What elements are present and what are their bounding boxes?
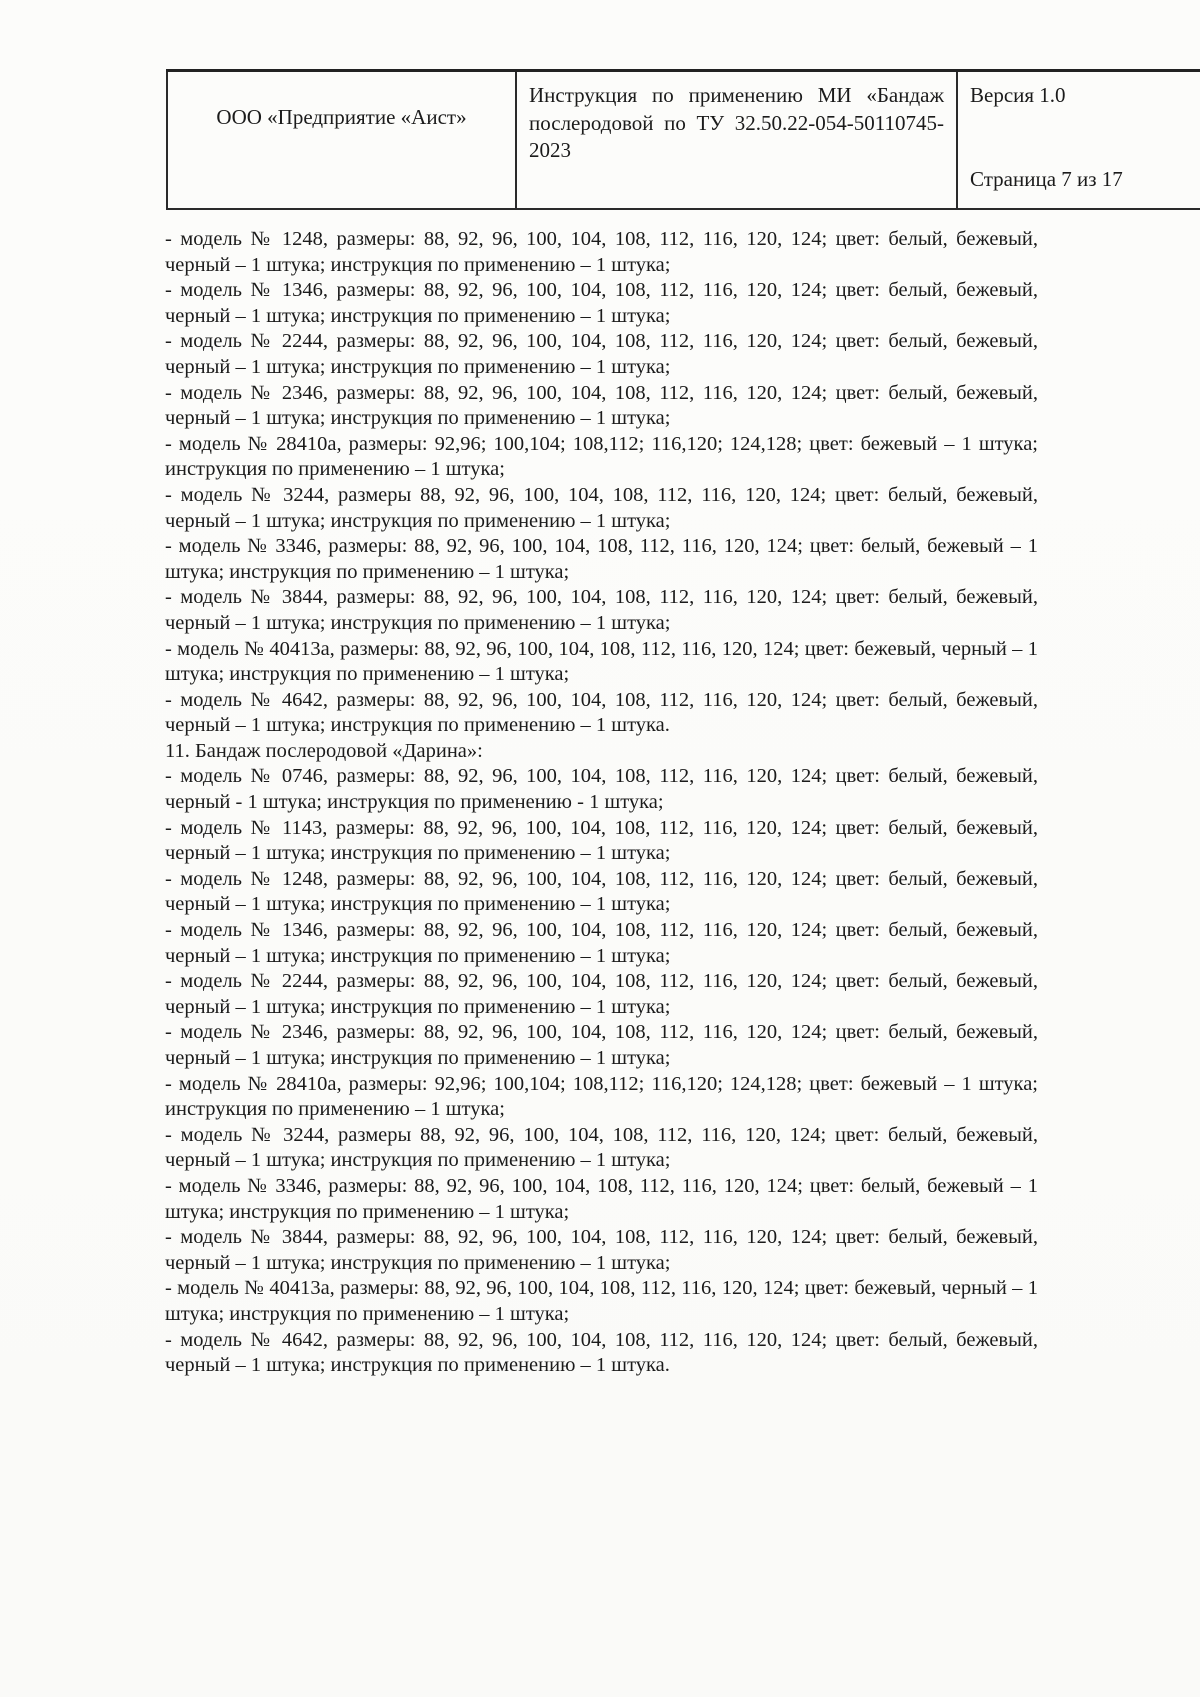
model-entry: - модель № 1248, размеры: 88, 92, 96, 100, 104, 108, 112, 116, 120, 124; цвет: белый, бежевый, черный – 1 штука; инструкция по применению – 1 штука; xyxy=(165,867,1038,916)
document-header-table xyxy=(166,69,1200,210)
model-entry: - модель № 3244, размеры 88, 92, 96, 100, 104, 108, 112, 116, 120, 124; цвет: белый, бежевый, черный – 1 штука; инструкция по применению – 1 штука; xyxy=(165,483,1038,532)
header-title-cell xyxy=(516,71,957,210)
model-entry: - модель № 40413а, размеры: 88, 92, 96, 100, 104, 108, 112, 116, 120, 124; цвет: бежевый, черный – 1 штука; инструкция по применению – 1 штука; xyxy=(165,1277,1038,1325)
section-11-heading: 11. Бандаж послеродовой «Дарина»: xyxy=(165,739,483,762)
model-entry: - модель № 2346, размеры: 88, 92, 96, 100, 104, 108, 112, 116, 120, 124; цвет: белый, бежевый, черный – 1 штука; инструкция по применению – 1 штука; xyxy=(165,381,1038,430)
company-name: ООО «Предприятие «Аист» xyxy=(216,105,467,129)
model-entry: - модель № 40413а, размеры: 88, 92, 96, 100, 104, 108, 112, 116, 120, 124; цвет: бежевый, черный – 1 штука; инструкция по применению – 1 штука; xyxy=(165,637,1038,686)
model-entry: - модель № 3346, размеры: 88, 92, 96, 100, 104, 108, 112, 116, 120, 124; цвет: белый, бежевый – 1 штука; инструкция по применению – 1 штука; xyxy=(165,1174,1038,1223)
model-entry: - модель № 3244, размеры 88, 92, 96, 100, 104, 108, 112, 116, 120, 124; цвет: белый, бежевый, черный – 1 штука; инструкция по применению – 1 штука; xyxy=(165,1123,1038,1172)
model-entry: - модель № 4642, размеры: 88, 92, 96, 100, 104, 108, 112, 116, 120, 124; цвет: белый, бежевый, черный – 1 штука; инструкция по применению – 1 штука. xyxy=(165,1328,1038,1377)
model-entry: - модель № 3346, размеры: 88, 92, 96, 100, 104, 108, 112, 116, 120, 124; цвет: белый, бежевый – 1 штука; инструкция по применению – 1 штука; xyxy=(165,535,1038,583)
document-title: Инструкция по применению МИ «Бандаж послеродовой по ТУ 32.50.22-054-50110745-2023 xyxy=(529,83,944,163)
model-entry: - модель № 28410а, размеры: 92,96; 100,104; 108,112; 116,120; 124,128; цвет: бежевый – 1 штука; инструкция по применению – 1 штука; xyxy=(165,432,1038,481)
version-label: Версия 1.0 xyxy=(970,83,1066,107)
model-entry: - модель № 1346, размеры: 88, 92, 96, 100, 104, 108, 112, 116, 120, 124; цвет: белый, бежевый, черный – 1 штука; инструкция по применению – 1 штука; xyxy=(165,919,1038,967)
model-entry: - модель № 3844, размеры: 88, 92, 96, 100, 104, 108, 112, 116, 120, 124; цвет: белый, бежевый, черный – 1 штука; инструкция по применению – 1 штука; xyxy=(165,586,1038,634)
document-body xyxy=(165,227,1038,1379)
page-number-label: Страница 7 из 17 xyxy=(970,167,1123,192)
model-entry: - модель № 1248, размеры: 88, 92, 96, 100, 104, 108, 112, 116, 120, 124; цвет: белый, бежевый, черный – 1 штука; инструкция по применению – 1 штука; xyxy=(165,228,1038,276)
model-entry: - модель № 2244, размеры: 88, 92, 96, 100, 104, 108, 112, 116, 120, 124; цвет: белый, бежевый, черный – 1 штука; инструкция по применению – 1 штука; xyxy=(165,330,1038,378)
model-entry: - модель № 4642, размеры: 88, 92, 96, 100, 104, 108, 112, 116, 120, 124; цвет: белый, бежевый, черный – 1 штука; инструкция по применению – 1 штука. xyxy=(165,688,1038,737)
model-entry: - модель № 2346, размеры: 88, 92, 96, 100, 104, 108, 112, 116, 120, 124; цвет: белый, бежевый, черный – 1 штука; инструкция по применению – 1 штука; xyxy=(165,1021,1038,1069)
header-company-cell xyxy=(167,71,516,210)
version-page-stack xyxy=(970,82,1194,194)
model-entry: - модель № 28410а, размеры: 92,96; 100,104; 108,112; 116,120; 124,128; цвет: бежевый – 1 штука; инструкция по применению – 1 штука; xyxy=(165,1072,1038,1121)
model-entry: - модель № 1346, размеры: 88, 92, 96, 100, 104, 108, 112, 116, 120, 124; цвет: белый, бежевый, черный – 1 штука; инструкция по применению – 1 штука; xyxy=(165,279,1038,327)
header-version-cell xyxy=(957,71,1200,210)
model-entry: - модель № 3844, размеры: 88, 92, 96, 100, 104, 108, 112, 116, 120, 124; цвет: белый, бежевый, черный – 1 штука; инструкция по применению – 1 штука; xyxy=(165,1226,1038,1274)
model-entry: - модель № 1143, размеры: 88, 92, 96, 100, 104, 108, 112, 116, 120, 124; цвет: белый, бежевый, черный – 1 штука; инструкция по применению – 1 штука; xyxy=(165,816,1038,865)
model-entry: - модель № 2244, размеры: 88, 92, 96, 100, 104, 108, 112, 116, 120, 124; цвет: белый, бежевый, черный – 1 штука; инструкция по применению – 1 штука; xyxy=(165,970,1038,1018)
model-entry: - модель № 0746, размеры: 88, 92, 96, 100, 104, 108, 112, 116, 120, 124; цвет: белый, бежевый, черный - 1 штука; инструкция по применению - 1 штука; xyxy=(165,765,1038,814)
